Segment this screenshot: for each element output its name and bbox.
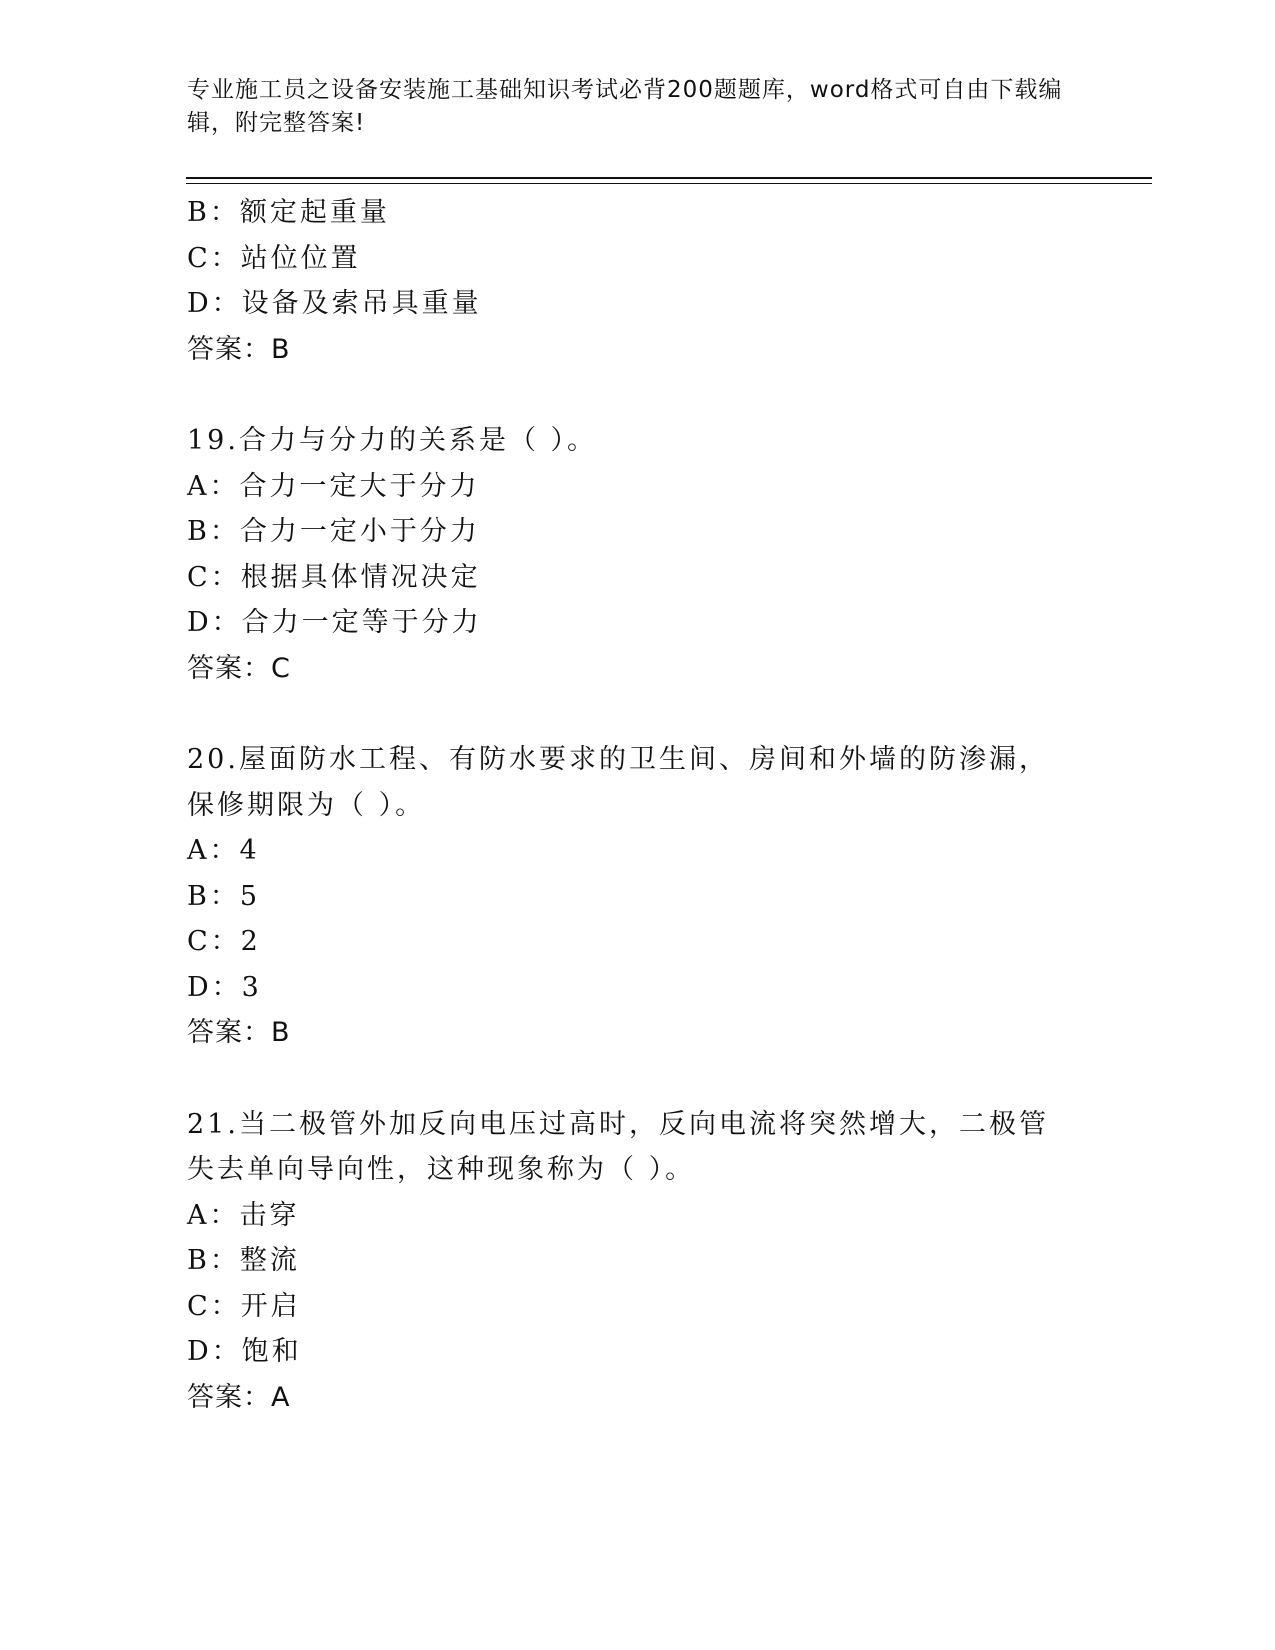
question-21 [187, 1102, 1087, 1421]
option-c: C：2 [187, 926, 261, 957]
answer: 答案：B [187, 1017, 291, 1048]
option-a: A：击穿 [187, 1199, 300, 1231]
option-c: C：开启 [187, 1290, 301, 1322]
answer: 答案：C [187, 652, 291, 684]
question-18 [187, 190, 1087, 372]
answer: 答案：B [187, 333, 291, 365]
spacer [187, 1056, 1087, 1102]
spacer [187, 691, 1087, 737]
document-header: 专业施工员之设备安装施工基础知识考试必背200题题库，word格式可自由下载编辑，附完整答案! [187, 77, 1063, 136]
question-stem: 20.屋面防水工程、有防水要求的卫生间、房间和外墙的防渗漏，保修期限为（ ）。 [187, 744, 1049, 821]
answer: 答案：A [187, 1381, 291, 1413]
question-20 [187, 737, 1087, 1056]
option-b: B：5 [187, 880, 261, 912]
header-rule-thick [186, 177, 1152, 179]
option-b: B：整流 [187, 1245, 300, 1276]
spacer [187, 372, 1087, 418]
question-stem: 19.合力与分力的关系是（ ）。 [187, 425, 598, 456]
option-d: D：饱和 [187, 1336, 302, 1367]
header-rule-thin [186, 183, 1152, 184]
question-list [187, 190, 1087, 1420]
option-b: B：额定起重量 [187, 197, 390, 228]
option-a: A：4 [187, 835, 260, 866]
question-19 [187, 418, 1087, 691]
option-d: D：合力一定等于分力 [187, 607, 482, 638]
question-stem: 21.当二极管外加反向电压过高时，反向电流将突然增大，二极管失去单向导向性，这种现象称为（ ）。 [187, 1108, 1049, 1185]
option-a: A：合力一定大于分力 [187, 470, 480, 502]
option-c: C：站位位置 [187, 242, 361, 274]
option-d: D：设备及索吊具重量 [187, 288, 482, 319]
option-c: C：根据具体情况决定 [187, 561, 481, 593]
option-d: D：3 [187, 971, 262, 1003]
option-b: B：合力一定小于分力 [187, 516, 480, 547]
